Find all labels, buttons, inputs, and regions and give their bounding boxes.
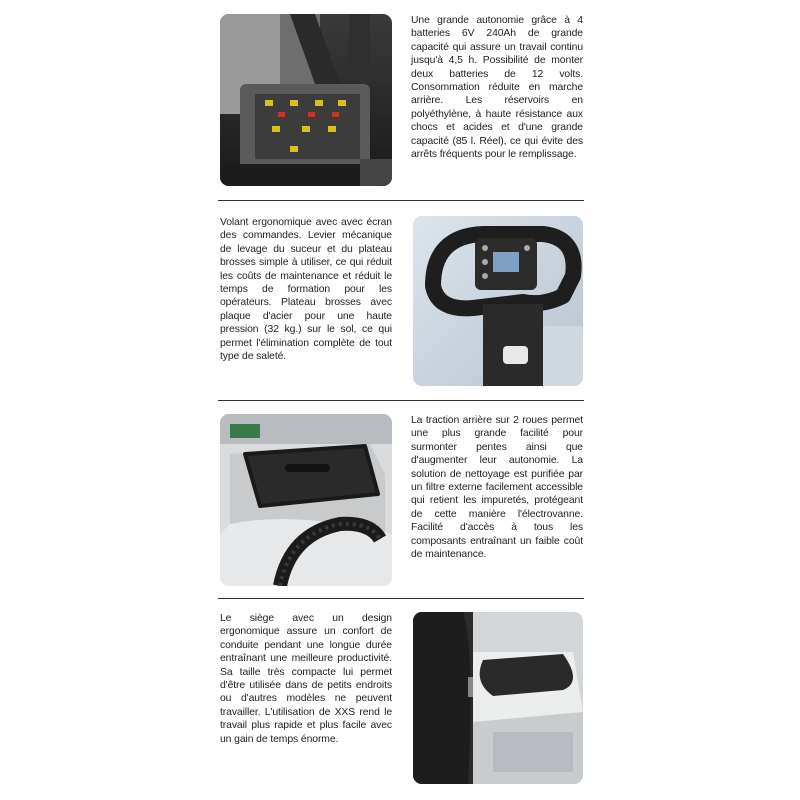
- battery-compartment-photo: [220, 14, 392, 186]
- tank-cover-photo: [220, 414, 392, 586]
- section-divider: [218, 400, 584, 401]
- section-1-text: Une grande autonomie grâce à 4 batteries 6V 240Ah de grande capacité qui assure un travail continu jusqu'à 4,5 h. Possibilité de monter deux batteries de 12 volts. Consommation réduite en marche arrière. Les réservoirs en polyéthylène, à haute résistance aux chocs et acides et d'une grande capacité (85 l. Réel), ce qui évite des arrêts fréquents pour le remplissage.: [411, 15, 583, 161]
- section-4-text: Le siège avec un design ergonomique assure un confort de conduite pendant une longue durée entraînant une meilleure productivité. Sa taille très compacte lui permet d'être utilisée dans de petits endroits ou d'autres modèles ne peuvent travailler. L'utilisation de XXS rend le travail plus rapide et plus facile avec un gain de temps énorme.: [220, 613, 392, 745]
- section-2-text: Volant ergonomique avec avec écran des commandes. Levier mécanique de levage du suceur et du plateau brosses simple à utiliser, ce qui réduit les coûts de maintenance et réduit le temps de formation pour les opérateurs. Plateau brosses avec plaque d'acier pour une haute pression (32 kg.) sur le sol, ce qui permet l'élimination complète de tout type de saleté.: [220, 217, 392, 363]
- section-3-text: La traction arrière sur 2 roues permet une plus grande facilité pour surmonter pentes ainsi que d'augmenter leur autonomie. La solution de nettoyage est purifiée par un filtre externe facilement accessible qui retient les impuretés, protégeant de cette manière l'électrovanne. Facilité d'accès à tous les composants entraînant un faible coût de maintenance.: [411, 415, 583, 561]
- section-divider: [218, 200, 584, 201]
- operator-seat-photo: [413, 612, 583, 784]
- steering-wheel-photo: [413, 216, 583, 386]
- section-divider: [218, 598, 584, 599]
